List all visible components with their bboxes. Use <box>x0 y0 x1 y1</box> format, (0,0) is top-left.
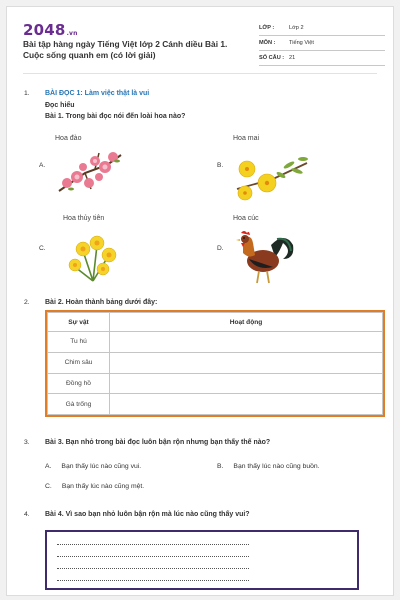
option-letter[interactable]: A. <box>39 162 46 169</box>
table-row <box>48 373 383 394</box>
rooster-icon <box>231 229 297 285</box>
writing-line <box>57 556 249 557</box>
option-caption: Hoa mai <box>233 135 260 142</box>
reading-subtitle: Đọc hiểu <box>45 102 75 109</box>
row-label: Chim sâu <box>48 352 110 373</box>
meta-info <box>259 21 385 66</box>
table-row <box>48 332 383 353</box>
column-header: Sự vật <box>48 313 110 332</box>
table-row <box>48 352 383 373</box>
option-caption: Hoa thủy tiên <box>63 215 105 222</box>
worksheet-page <box>6 6 394 596</box>
writing-line <box>57 544 249 545</box>
option-letter[interactable]: B. <box>217 162 224 169</box>
answer-writing-box[interactable] <box>45 530 359 590</box>
answer-option-a[interactable]: A. Bạn thấy lúc nào cũng vui. <box>45 463 142 470</box>
answer-option-c[interactable]: C. Bạn thấy lúc nào cũng mệt. <box>45 483 145 490</box>
answer-cell[interactable] <box>110 394 383 415</box>
writing-line <box>57 568 249 569</box>
writing-line <box>57 580 249 581</box>
column-header: Hoạt động <box>110 313 383 332</box>
question-number: 4. <box>24 511 30 518</box>
apricot-blossom-icon <box>233 149 311 205</box>
answer-cell[interactable] <box>110 373 383 394</box>
answer-cell[interactable] <box>110 352 383 373</box>
option-letter[interactable]: D. <box>217 245 224 252</box>
answer-option-b[interactable]: B. Bạn thấy lúc nào cũng buồn. <box>217 463 320 470</box>
row-label: Tu hú <box>48 332 110 353</box>
question-text: Bài 2. Hoàn thành bảng dưới đây: <box>45 299 158 306</box>
site-logo[interactable]: 2048.vn <box>23 21 78 39</box>
question-number: 3. <box>24 439 30 446</box>
option-caption: Hoa cúc <box>233 215 259 222</box>
meta-row-class: LỚP : Lớp 2 <box>259 21 385 36</box>
option-letter[interactable]: C. <box>39 245 46 252</box>
table-header-row <box>48 313 383 332</box>
question-number: 2. <box>24 299 30 306</box>
question-number: 1. <box>24 90 30 97</box>
question-text: Bài 3. Bạn nhỏ trong bài đọc luôn bận rộn nhưng bạn thấy thế nào? <box>45 439 271 446</box>
question-text: Bài 1. Trong bài đọc nói đến loài hoa nào? <box>45 113 186 120</box>
question-text: Bài 4. Vì sao bạn nhỏ luôn bận rộn mà lúc nào cũng thấy vui? <box>45 511 250 518</box>
daffodil-icon <box>63 233 123 283</box>
header-divider <box>23 73 377 74</box>
meta-row-question-count: SỐ CÂU : 21 <box>259 51 385 66</box>
row-label: Gà trống <box>48 394 110 415</box>
row-label: Đồng hồ <box>48 373 110 394</box>
answer-cell[interactable] <box>110 332 383 353</box>
reading-title: BÀI ĐỌC 1: Làm việc thật là vui <box>45 90 150 97</box>
meta-row-subject: MÔN : Tiếng Việt <box>259 36 385 51</box>
peach-blossom-icon <box>55 147 125 197</box>
activity-table <box>45 310 385 417</box>
option-caption: Hoa đào <box>55 135 82 142</box>
document-title: Bài tập hàng ngày Tiếng Việt lớp 2 Cánh diều Bài 1. Cuộc sống quanh em (có lời giải) <box>23 39 228 60</box>
table-row <box>48 394 383 415</box>
